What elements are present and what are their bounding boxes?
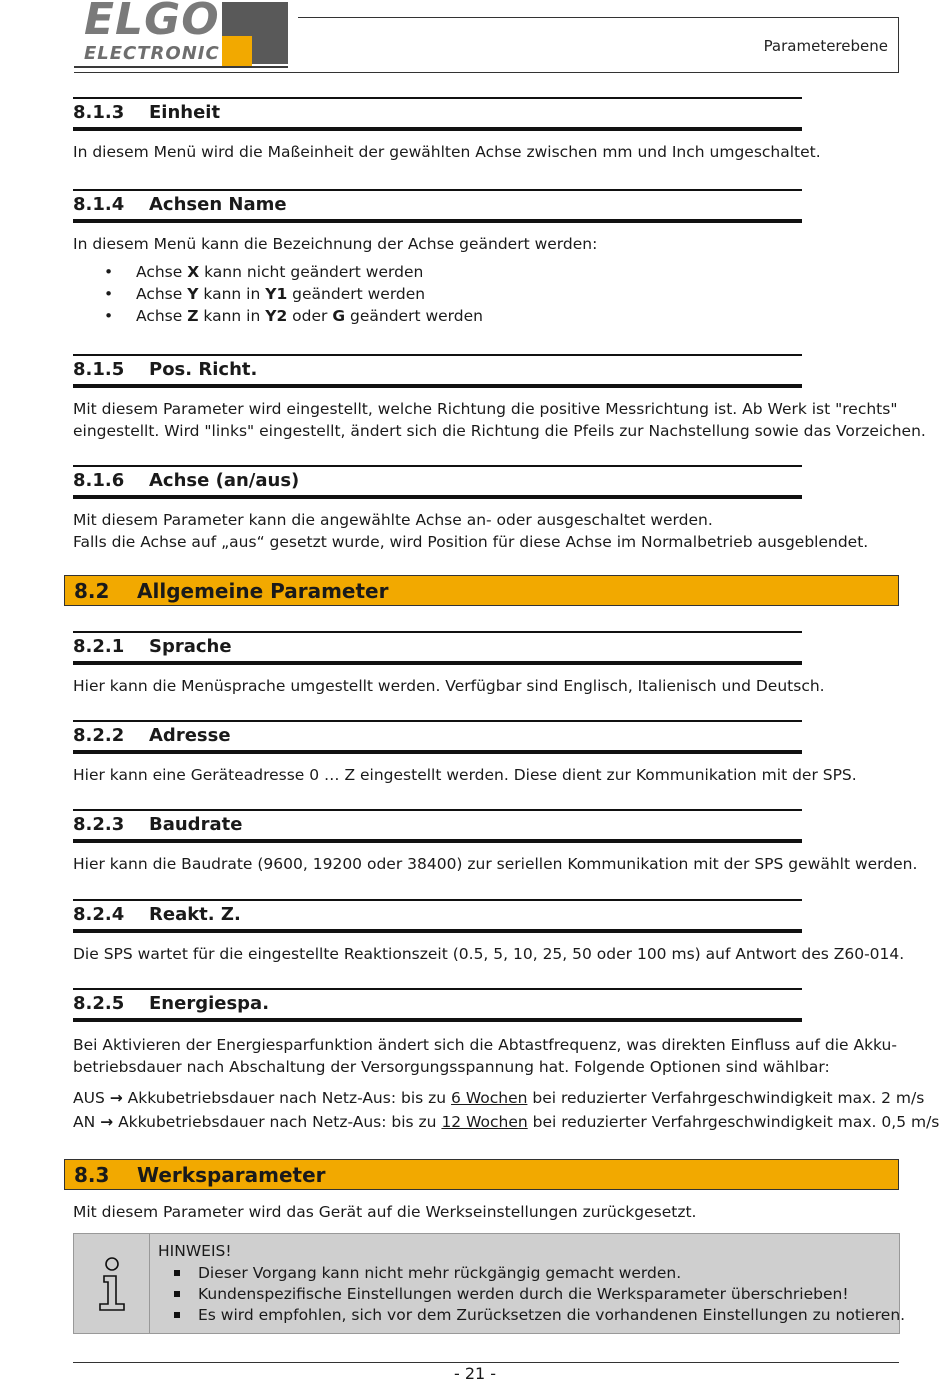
section-heading-823 — [73, 809, 802, 843]
header-rule — [74, 72, 899, 73]
paragraph-line: Mit diesem Parameter kann die angewählte Achse an- oder ausgeschaltet werden. — [73, 511, 713, 529]
paragraph-line: eingestellt. Wird "links" eingestellt, ändert sich die Richtung die Pfeils zur Nachstellung sowie das Vorzeichen. — [73, 422, 926, 440]
bullet-square — [174, 1270, 180, 1276]
chapter-heading-82 — [64, 575, 899, 606]
option-label: AN — [73, 1113, 96, 1131]
section-number: 8.2.3 — [73, 814, 125, 835]
section-title: Reakt. Z. — [149, 904, 241, 925]
section-number: 8.2.2 — [73, 725, 125, 746]
section-title: Achsen Name — [149, 194, 287, 215]
list-item — [104, 307, 483, 325]
section-number: 8.2.5 — [73, 993, 125, 1014]
option-aus: AUS → Akkubetriebsdauer nach Netz-Aus: bis zu 6 Wochen bei reduzierter Verfahrgeschwindigkeit max. 2 m/s — [73, 1089, 925, 1107]
option-label: AUS — [73, 1089, 105, 1107]
note-icon-cell — [74, 1234, 150, 1333]
arrow-right-icon: → — [100, 1113, 114, 1131]
list-item-text: Achse X kann nicht geändert werden — [136, 263, 424, 281]
header-rule — [298, 17, 898, 18]
paragraph-line: Mit diesem Parameter wird eingestellt, welche Richtung die positive Messrichtung ist. Ab Werk ist "rechts" — [73, 400, 898, 418]
paragraph-line: betriebsdauer nach Abschaltung der Versorgungsspannung hat. Folgende Optionen sind wählbar: — [73, 1058, 830, 1076]
section-number: 8.1.4 — [73, 194, 125, 215]
header-title: Parameterebene — [763, 37, 888, 55]
list-item — [104, 285, 426, 303]
list-item-text: Achse Z kann in Y2 oder G geändert werden — [136, 307, 483, 325]
option-an: AN → Akkubetriebsdauer nach Netz-Aus: bis zu 12 Wochen bei reduzierter Verfahrgeschwindigkeit max. 0,5 m/s — [73, 1113, 940, 1131]
note-box: HINWEIS! Dieser Vorgang kann nicht mehr rückgängig gemacht werden. Kundenspezifische Einstellungen werden durch die Werksparameter überschrieben! Es wird empfohlen, sich vor dem Zurücksetzen die vorhandenen Einstellungen zu notieren. — [73, 1233, 900, 1334]
logo-text: ELGO — [84, 0, 220, 45]
bullet-square — [174, 1291, 180, 1297]
list-item — [104, 263, 424, 281]
section-title: Pos. Richt. — [149, 359, 258, 380]
paragraph: Die SPS wartet für die eingestellte Reaktionszeit (0.5, 5, 10, 25, 50 oder 100 ms) auf Antwort des Z60-014. — [73, 945, 905, 963]
chapter-number: 8.2 — [74, 579, 110, 603]
section-number: 8.2.4 — [73, 904, 125, 925]
paragraph-line: Falls die Achse auf „aus“ gesetzt wurde, wird Position für diese Achse im Normalbetrieb ausgeblendet. — [73, 533, 869, 551]
section-heading-815 — [73, 354, 802, 388]
chapter-title: Werksparameter — [137, 1163, 326, 1187]
logo-square-orange — [222, 36, 252, 66]
section-title: Energiespa. — [149, 993, 270, 1014]
section-title: Achse (an/aus) — [149, 470, 300, 491]
section-title: Einheit — [149, 102, 221, 123]
paragraph-line: Bei Aktivieren der Energiesparfunktion ändert sich die Abtastfrequenz, was direkten Einfluss auf die Akku- — [73, 1036, 897, 1054]
section-heading-822 — [73, 720, 802, 754]
paragraph: Hier kann die Menüsprache umgestellt werden. Verfügbar sind Englisch, Italienisch und Deutsch. — [73, 677, 825, 695]
bullet-dot: • — [104, 263, 114, 281]
section-heading-816 — [73, 465, 802, 499]
list-item-text: Achse Y kann in Y1 geändert werden — [136, 285, 426, 303]
section-heading-824 — [73, 899, 802, 933]
section-heading-821 — [73, 631, 802, 665]
section-title: Baudrate — [149, 814, 243, 835]
arrow-right-icon: → — [109, 1089, 123, 1107]
page-number: - 21 - — [453, 1364, 497, 1383]
paragraph: In diesem Menü kann die Bezeichnung der Achse geändert werden: — [73, 235, 598, 253]
section-heading-825 — [73, 988, 802, 1022]
section-title: Sprache — [149, 636, 232, 657]
section-title: Adresse — [149, 725, 231, 746]
note-title: HINWEIS! — [158, 1242, 232, 1260]
paragraph: In diesem Menü wird die Maßeinheit der gewählten Achse zwischen mm und Inch umgeschaltet. — [73, 143, 821, 161]
chapter-heading-83 — [64, 1159, 899, 1190]
paragraph: Mit diesem Parameter wird das Gerät auf die Werkseinstellungen zurückgesetzt. — [73, 1203, 697, 1221]
logo-underline — [74, 66, 288, 68]
paragraph: Hier kann eine Geräteadresse 0 … Z eingestellt werden. Diese dient zur Kommunikation mit der SPS. — [73, 766, 857, 784]
footer-rule — [73, 1362, 899, 1363]
logo-subtext: ELECTRONIC — [84, 43, 220, 64]
section-number: 8.1.3 — [73, 102, 125, 123]
section-number: 8.1.5 — [73, 359, 125, 380]
bullet-dot: • — [104, 285, 114, 303]
bullet-dot: • — [104, 307, 114, 325]
chapter-title: Allgemeine Parameter — [137, 579, 389, 603]
info-icon — [92, 1256, 132, 1312]
section-number: 8.1.6 — [73, 470, 125, 491]
chapter-number: 8.3 — [74, 1163, 110, 1187]
header-rule — [898, 17, 899, 72]
bullet-square — [174, 1312, 180, 1318]
section-number: 8.2.1 — [73, 636, 125, 657]
section-heading-814 — [73, 189, 802, 223]
section-heading-813 — [73, 97, 802, 131]
paragraph: Hier kann die Baudrate (9600, 19200 oder 38400) zur seriellen Kommunikation mit der SPS gewählt werden. — [73, 855, 918, 873]
